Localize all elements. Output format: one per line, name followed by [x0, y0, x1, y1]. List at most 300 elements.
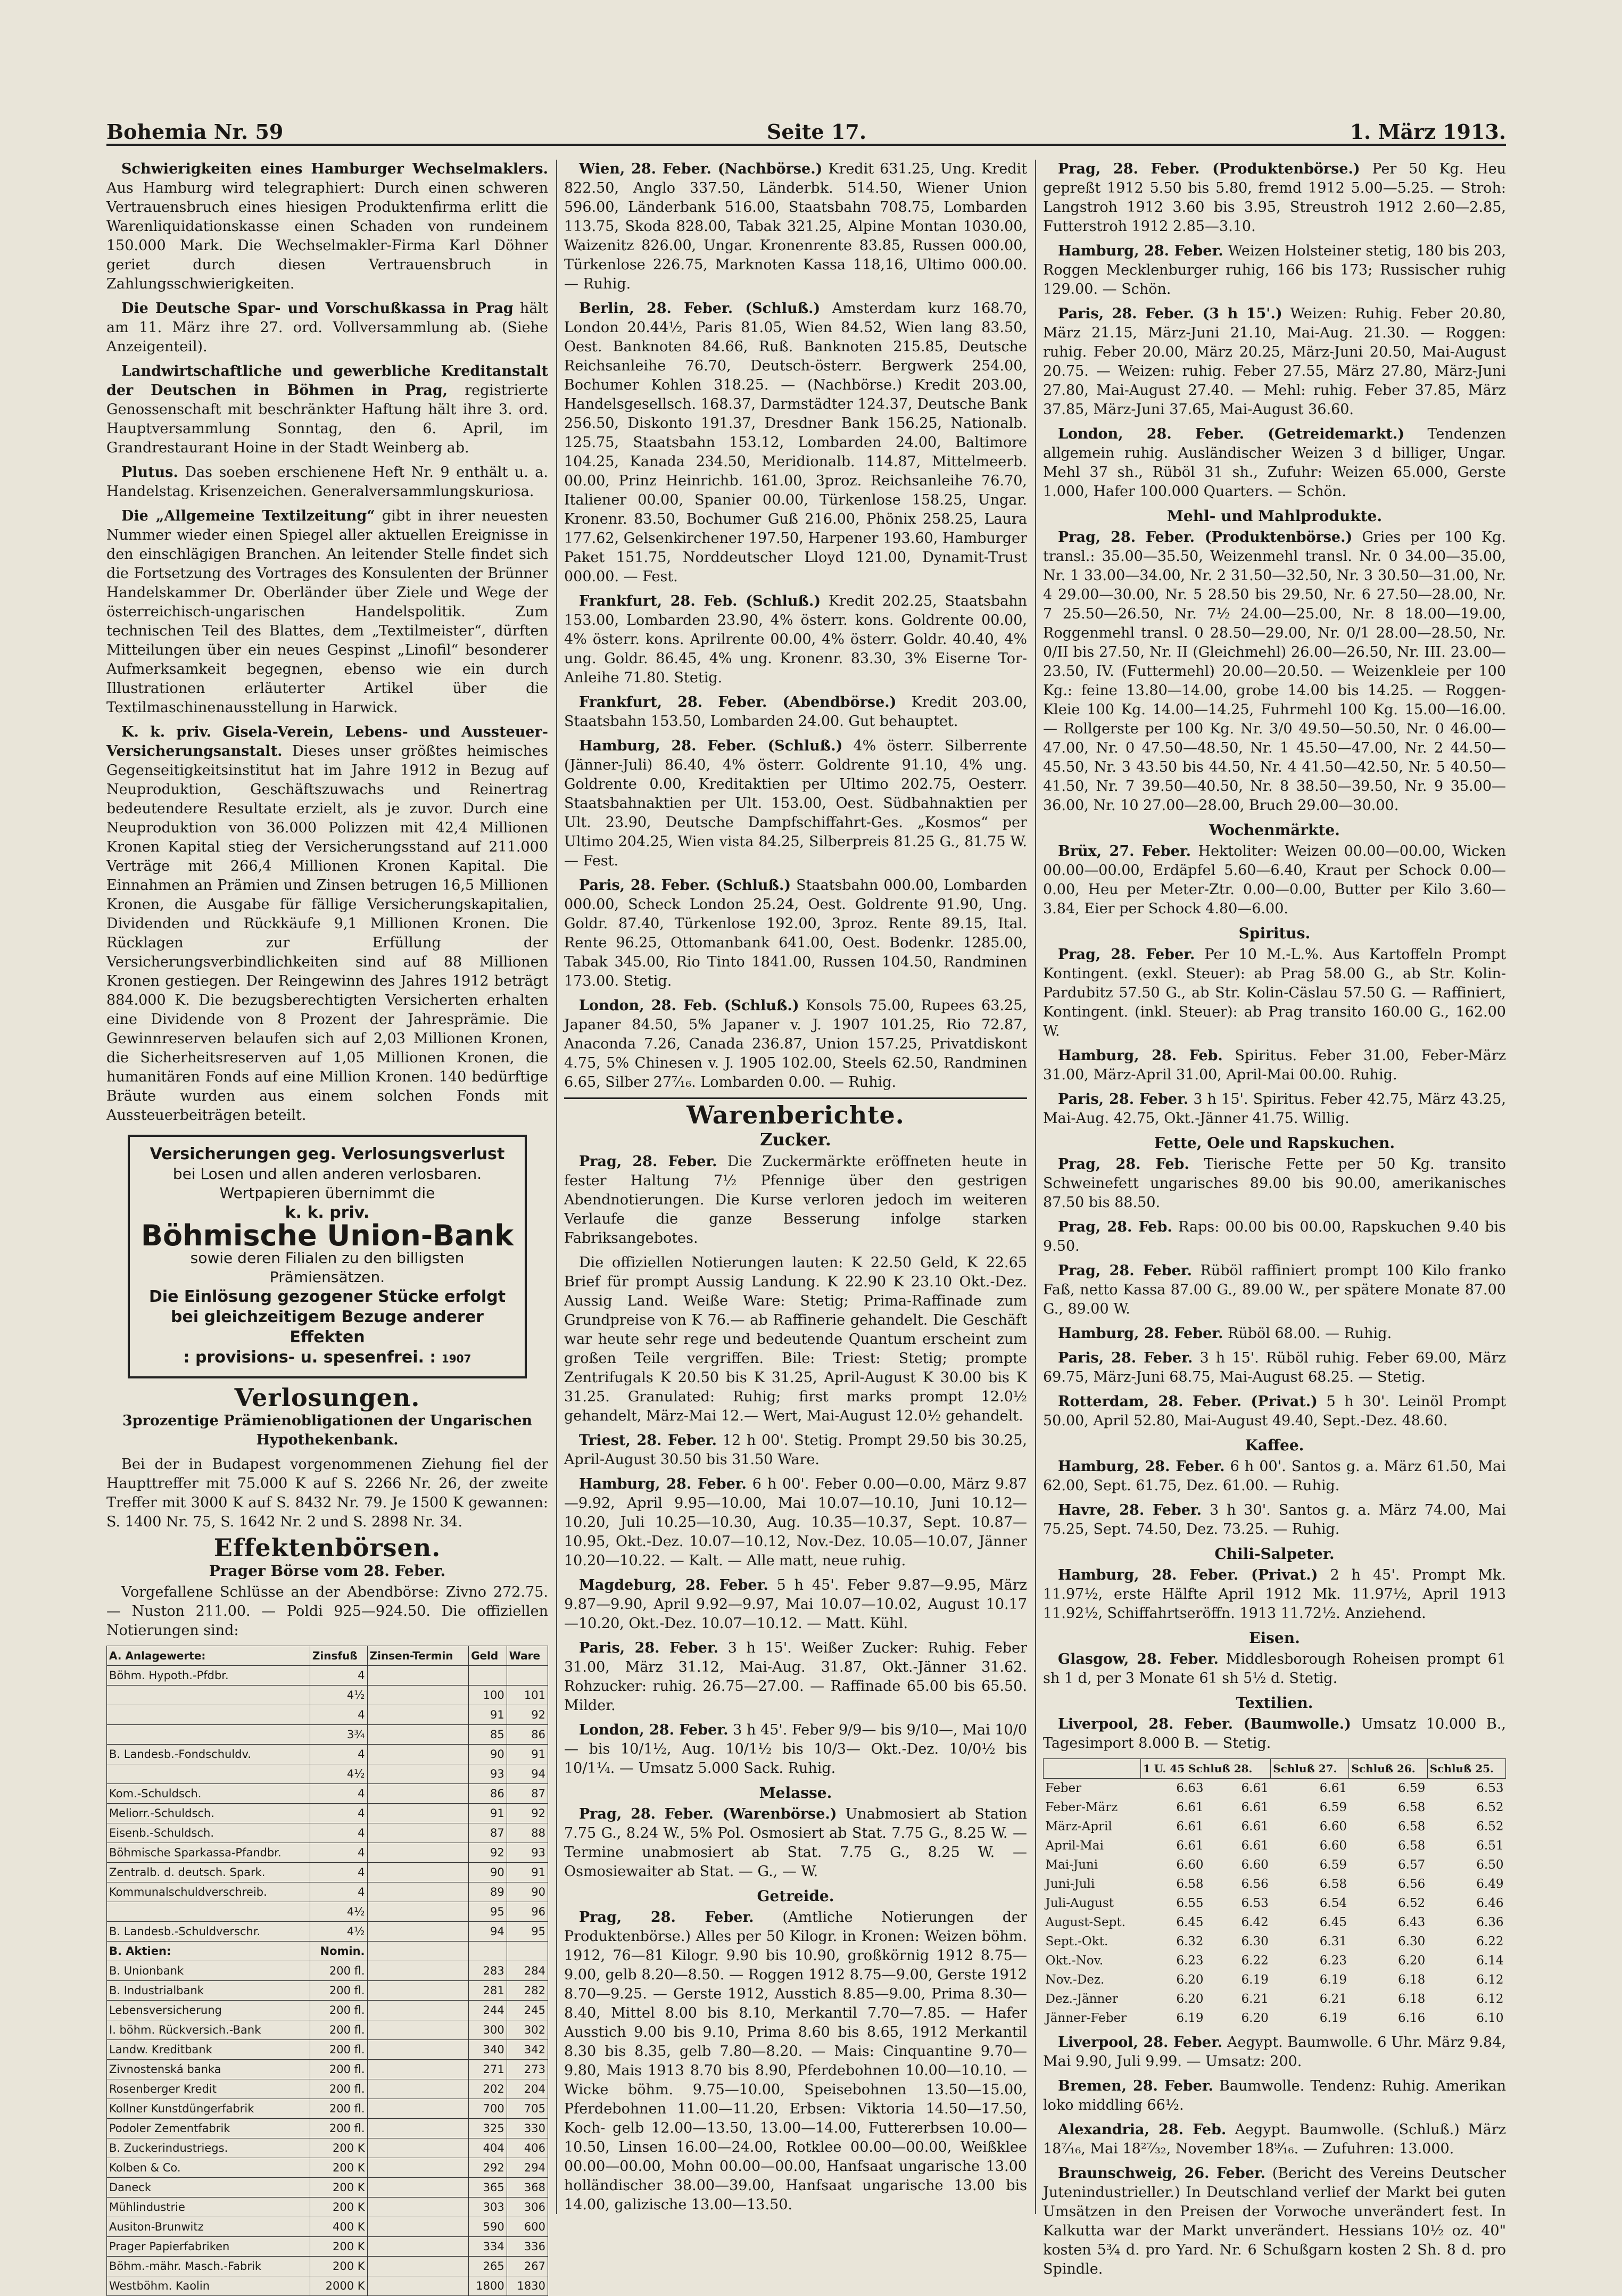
table-cell: 6.57 [1398, 1858, 1426, 1872]
table-cell [367, 1922, 469, 1942]
report-title: London, 28. Feb. (Schluß.) [579, 997, 799, 1014]
table-cell: B. Landesb.-Fondschuldv. [107, 1745, 310, 1764]
section-title: Effektenbörsen. [213, 1533, 441, 1562]
article-body: Das soeben erschienene Heft Nr. 9 enthält u. a. Handelstag. Krisenzeichen. Generalversammlungskuriosa. [106, 464, 548, 500]
column-3 [1043, 160, 1507, 2277]
table-cell: 6.42 [1241, 1915, 1269, 1929]
report-body: 3 h 15'. Spiritus. Feber 42.75, März 43.25, Mai-Aug. 42.75, Okt.-Jänner 41.75. Willig. [1043, 1091, 1506, 1127]
table-cell: 3¾ [310, 1725, 367, 1745]
market-report [564, 693, 1027, 731]
table-row [1044, 1836, 1506, 1855]
report-title: Hamburg, 28. Feber. [1058, 1325, 1223, 1342]
table-cell: 4 [310, 1745, 367, 1764]
report-title: Prag, 28. Feb. [1058, 1219, 1172, 1235]
table-cell: 6.52 [1398, 1896, 1426, 1910]
table-cell: Feber [1045, 1781, 1082, 1795]
table-row [107, 2257, 548, 2276]
table-cell: 6.59 [1319, 1801, 1347, 1814]
table-row [1044, 1989, 1506, 2009]
ad-line [139, 1348, 515, 1369]
table-cell: 95 [507, 1922, 548, 1942]
table-cell: I. böhm. Rückversich.-Bank [107, 2020, 310, 2040]
table-cell: Mühlindustrie [107, 2198, 310, 2217]
table-cell: Nomin. [310, 1942, 367, 1961]
table-row [107, 2217, 548, 2237]
table-cell: Zivnostenská banka [107, 2060, 310, 2079]
table-row [107, 1705, 548, 1725]
report-title: Hamburg, 28. Feb. [1058, 1047, 1223, 1064]
report-body: (Bericht des Vereins Deutscher Jutenindustrieller.) In Deutschland verlief der Markt bei guten Umsätzen in den Preisen der Vorwoche unverändert fest. In Kalkutta war der Markt unverändert. Hessians 10½ oz. 40" kosten 5¾ d. pro Yard. Nr. 6 Schußgarn kosten 2 Sh. 8 d. pro Spindle. [1043, 2165, 1506, 2277]
table-cell: B. Industrialbank [107, 1981, 310, 2001]
table-cell: 101 [507, 1686, 548, 1705]
table-row [1044, 1798, 1506, 1817]
report-body: 3 h 45'. Feber 9/9— bis 9/10—, Mai 10/0— bis 10/1½, Aug. 10/1½ bis 10/3— Okt.-Dez. 10/0½ bis 10/1¼. — Umsatz 5.000 Sack. Ruhig. [564, 1722, 1027, 1777]
header-right: 1. März 1913. [1350, 120, 1506, 144]
table-cell: 6.32 [1176, 1935, 1204, 1948]
table-row [1044, 1913, 1506, 1932]
table-row [107, 1764, 548, 1784]
table-cell: 6.30 [1241, 1935, 1269, 1948]
report-title: Frankfurt, 28. Feber. (Abendbörse.) [579, 694, 897, 711]
report-body: Per 50 Kg. Heu gepreßt 1912 5.50 bis 5.80, fremd 1912 5.00—5.25. — Stroh: Langstroh 1912 3.60 bis 3.95, Streustroh 1912 2.60—2.85, Futterstroh 1912 2.85—3.10. [1043, 161, 1506, 235]
table-cell: 600 [507, 2217, 548, 2237]
table-cell: 92 [469, 1843, 507, 1863]
report-title: Paris, 28. Feber. [1058, 1350, 1193, 1366]
market-report [1043, 2077, 1506, 2115]
table-row [107, 2178, 548, 2198]
market-report [564, 1805, 1027, 1881]
market-report [564, 1908, 1027, 2215]
table-cell: 6.20 [1176, 1992, 1204, 2006]
table-cell: 87 [469, 1823, 507, 1843]
table-row [1044, 1817, 1506, 1836]
report-title: Glasgow, 28. Feber. [1058, 1651, 1219, 1667]
table-cell: 92 [507, 1804, 548, 1823]
table-cell: 6.60 [1241, 1858, 1269, 1872]
report-body: Tierische Fette per 50 Kg. transito Schweinefett ungarisches 89.00 bis 90.00, amerikanisches 87.50 bis 88.50. [1043, 1156, 1506, 1211]
table-row [107, 1902, 548, 1922]
table-cell: 325 [469, 2119, 507, 2138]
table-cell: 271 [469, 2060, 507, 2079]
column-header: A. Anlagewerte: [107, 1646, 310, 1666]
report-title: Rotterdam, 28. Feber. (Privat.) [1058, 1393, 1318, 1410]
table-cell: 273 [507, 2060, 548, 2079]
report-body: 3 h 30'. Santos g. a. März 74.00, Mai 75.25, Sept. 74.50, Dez. 73.25. — Ruhig. [1043, 1502, 1506, 1538]
subsection-title: Kaffee. [1245, 1436, 1304, 1454]
table-cell: 6.43 [1398, 1915, 1426, 1929]
table-cell: 85 [469, 1725, 507, 1745]
table-cell: 6.53 [1476, 1781, 1504, 1795]
report-title: Wien, 28. Feber. (Nachbörse.) [579, 161, 823, 177]
market-report [1043, 242, 1506, 299]
table-cell: Juli-August [1045, 1896, 1114, 1910]
subsection-title: Textilien. [1236, 1694, 1313, 1712]
report-body: Kredit 202.25, Staatsbahn 153.00, Lombarden 23.90, 4% österr. kons. Goldrente 00.00, 4% österr. kons. Aprilrente 00.00, 4% österr. Goldr. 40.40, 4% ung. Goldr. 86.45, 4% ung. Kronenr. 83.30, 3% Eiserne Tor-Anleihe 71.80. Stetig. [564, 593, 1027, 686]
table-cell [367, 2138, 469, 2158]
table-cell: 700 [469, 2099, 507, 2119]
table-cell [367, 2217, 469, 2237]
table-cell [367, 2198, 469, 2217]
table-cell: 6.46 [1476, 1896, 1504, 1910]
table-cell: 6.20 [1398, 1954, 1426, 1968]
table-row [107, 1686, 548, 1705]
table-cell: 267 [507, 2257, 548, 2276]
header-left: Bohemia Nr. 59 [106, 120, 284, 144]
table-cell: 93 [469, 1764, 507, 1784]
table-cell [367, 2099, 469, 2119]
table-cell: 404 [469, 2138, 507, 2158]
table-cell: 91 [507, 1863, 548, 1882]
table-cell: 87 [507, 1784, 548, 1804]
report-title: Havre, 28. Feber. [1058, 1502, 1202, 1518]
article [106, 362, 548, 458]
table-cell: 6.58 [1398, 1820, 1426, 1834]
column-rule [1035, 160, 1036, 2214]
table-cell: 200 K [310, 2138, 367, 2158]
article-body: Aus Hamburg wird telegraphiert: Durch einen schweren Vertrauensbruch eines hiesigen Produktenfirma erlitt die Warenliquidationskasse einen Schaden von rundeinem 150.000 Mark. Die Wechselmakler-Firma Karl Döhner geriet durch diesen Vertrauensbruch in Zahlungsschwierigkeiten. [106, 180, 548, 292]
table-cell: 94 [507, 1764, 548, 1784]
table-cell: 6.23 [1176, 1954, 1204, 1968]
table-body [107, 1666, 548, 2296]
table-cell: 6.58 [1398, 1839, 1426, 1853]
table-cell [367, 1666, 469, 1686]
table-cell: Meliorr.-Schuldsch. [107, 1804, 310, 1823]
table-cell: B. Aktien: [107, 1942, 310, 1961]
table-cell: 300 [469, 2020, 507, 2040]
table-cell: 4 [310, 1666, 367, 1686]
table-cell: 4 [310, 1705, 367, 1725]
table-cell: 4 [310, 1843, 367, 1863]
table-cell [367, 1764, 469, 1784]
report-title: Prag, 28. Feber. (Produktenbörse.) [1058, 529, 1353, 546]
market-report [564, 160, 1027, 294]
subsection-title: 3prozentige Prämienobligationen der Ungarischen Hypothekenbank. [122, 1413, 533, 1448]
ad-line: bei Losen und allen anderen verlosbaren. Wertpapieren übernimmt die [172, 1165, 482, 1202]
table-cell: Feber-März [1045, 1801, 1118, 1814]
table-cell: 6.60 [1319, 1839, 1347, 1853]
table-row [1044, 1970, 1506, 1989]
table-cell: 6.61 [1241, 1839, 1269, 1853]
table-cell: 265 [469, 2257, 507, 2276]
report-title: Magdeburg, 28. Feber. [579, 1577, 768, 1593]
table-cell: Dez.-Jänner [1045, 1992, 1118, 2006]
table-cell [367, 1804, 469, 1823]
report-title: Triest, 28. Feber. [579, 1432, 717, 1449]
market-report [564, 996, 1027, 1092]
report-body: Staatsbahn 000.00, Lombarden 000.00, Scheck London 25.24, Oest. Goldrente 91.90, Ung. Goldr. 87.40, Türkenlose 192.00, 3proz. Rente 89.15, Ital. Rente 96.25, Ottomanbank 641.00, Oest. Bodenkr. 1285.00, Tabak 345.00, Rio Tinto 1841.00, Russen 104.50, Randminen 173.00. Stetig. [564, 877, 1027, 989]
table-cell [367, 2020, 469, 2040]
table-header [107, 1646, 548, 1666]
table-cell: 200 K [310, 2158, 367, 2178]
table-cell: 202 [469, 2079, 507, 2099]
table-cell: 6.55 [1176, 1896, 1204, 1910]
ad-line: Versicherungen geg. Verlosungsverlust [150, 1145, 505, 1163]
table-cell: Prager Papierfabriken [107, 2237, 310, 2257]
subsection-title: Eisen. [1249, 1629, 1300, 1647]
column-rule [556, 160, 557, 2214]
market-report [564, 1152, 1027, 1248]
table-cell: 6.16 [1398, 2011, 1426, 2025]
table-cell: 6.58 [1398, 1801, 1426, 1814]
table-cell: 200 fl. [310, 2079, 367, 2099]
market-report [1043, 1501, 1506, 1539]
market-report [1043, 1046, 1506, 1085]
table-cell: 6.19 [1176, 2011, 1204, 2025]
article [106, 507, 548, 717]
table-row [107, 2020, 548, 2040]
report-title: Hamburg, 28. Feber. (Schluß.) [579, 738, 843, 754]
table-cell: 90 [469, 1745, 507, 1764]
table-cell: 6.14 [1476, 1954, 1504, 1968]
table-cell [367, 2178, 469, 2198]
table-cell: 365 [469, 2178, 507, 2198]
table-cell: 6.60 [1319, 1820, 1347, 1834]
table-cell: 6.61 [1176, 1839, 1204, 1853]
table-cell: 92 [507, 1705, 548, 1725]
table-cell: 4½ [310, 1922, 367, 1942]
table-cell: 1800 [469, 2276, 507, 2296]
table-cell: Rosenberger Kredit [107, 2079, 310, 2099]
report-body: Rüböl raffiniert prompt 100 Kilo franko Faß, netto Kassa 87.00 G., 89.00 W., per spätere Monate 87.00 G., 89.00 W. [1043, 1262, 1506, 1317]
table-cell: Böhm. Hypoth.-Pfdbr. [107, 1666, 310, 1686]
table-cell: 91 [469, 1705, 507, 1725]
table-cell: 6.18 [1398, 1973, 1426, 1987]
table-cell: 200 fl. [310, 2001, 367, 2020]
table-cell: 96 [507, 1902, 548, 1922]
market-report [564, 737, 1027, 871]
report-title: Paris, 28. Feber. [1058, 1091, 1189, 1108]
table-cell: 95 [469, 1902, 507, 1922]
table-cell: 336 [507, 2237, 548, 2257]
header-center: Seite 17. [766, 120, 867, 144]
table-row [107, 2276, 548, 2296]
table-cell: 6.22 [1476, 1935, 1504, 1948]
table-cell: 2000 K [310, 2276, 367, 2296]
table-row [107, 1784, 548, 1804]
article-body: Vorgefallene Schlüsse an der Abendbörse: Zivno 272.75. — Nuston 211.00. — Poldi 925—924.50. Die offiziellen Notierungen sind: [106, 1584, 548, 1639]
ad-line-text: : provisions- u. spesenfrei. : [183, 1348, 436, 1367]
table-cell: 200 K [310, 2198, 367, 2217]
report-title: Hamburg, 28. Feber. [579, 1476, 747, 1492]
market-report [1043, 1155, 1506, 1212]
subsection-title: Melasse. [759, 1784, 832, 1802]
market-report [1043, 945, 1506, 1041]
table-cell: 6.51 [1476, 1839, 1504, 1853]
report-title: London, 28. Feber. (Getreidemarkt.) [1058, 426, 1405, 442]
table-cell [367, 1725, 469, 1745]
column-header: Ware [507, 1646, 548, 1666]
column-2 [564, 160, 1027, 2214]
market-report [564, 1431, 1027, 1469]
report-body: 12 h 00'. Stetig. Prompt 29.50 bis 30.25, April-August 30.50 bis 31.50 Ware. [564, 1432, 1027, 1468]
table-cell [367, 1745, 469, 1764]
table-cell: 6.61 [1241, 1781, 1269, 1795]
table-cell: 294 [507, 2158, 548, 2178]
table-cell: 6.19 [1319, 1973, 1347, 1987]
report-title: Alexandria, 28. Feb. [1058, 2121, 1227, 2138]
article-body: Dieses unser größtes heimisches Gegenseitigkeitsinstitut hat im Jahre 1912 in Bezug auf Neuproduktion, Geschäftszuwachs und Reinertrag bedeutendere Resultate erzielt, als je zuvor. Durch eine Neuproduktion von 36.000 Polizzen mit 42,4 Millionen Kronen Kapital stieg der Versicherungsstand auf 211.000 Verträge mit 266,4 Millionen Kronen Kapital. Die Einnahmen an Prämien und Zinsen betrugen 16,5 Millionen Kronen, die Ausgabe für fällige Versicherungskapitalien, Dividenden und Rückkäufe 9,1 Millionen Kronen. Die Rücklagen zur Erfüllung der Versicherungsverbindlichkeiten sind auf 88 Millionen Kronen gestiegen. Der Reingewinn des Jahres 1912 beträgt 884.000 K. Die bezugsberechtigten Versicherten erhalten eine Dividende von 8 Prozent der Jahresprämie. Die Gewinnreserven belaufen sich auf 2,03 Millionen Kronen, die Sicherheitsreserven auf 1,05 Millionen Kronen, die humanitären Fonds auf eine Million Kronen. 140 bedürftige Bräute wurden aus einem solchen Fonds mit Aussteuerbeiträgen beteilt. [106, 743, 548, 1124]
table-cell [367, 1705, 469, 1725]
column-header: 1 U. 45 Schluß 28. [1140, 1759, 1270, 1779]
report-title: Paris, 28. Feber. [579, 1640, 719, 1656]
table-cell: 705 [507, 2099, 548, 2119]
table-row [107, 2001, 548, 2020]
table-cell: Ausiton-Brunwitz [107, 2217, 310, 2237]
table-row [1044, 1894, 1506, 1913]
column-header: Schluß 26. [1349, 1759, 1427, 1779]
subsection-title: Wochenmärkte. [1209, 821, 1340, 839]
table-cell: 4½ [310, 1764, 367, 1784]
table-cell: Kollner Kunstdüngerfabrik [107, 2099, 310, 2119]
table-cell: 6.61 [1319, 1781, 1347, 1795]
market-report [564, 1475, 1027, 1571]
table-cell: Juni-Juli [1045, 1877, 1095, 1891]
column-header: Schluß 27. [1271, 1759, 1349, 1779]
report-title: Berlin, 28. Feber. (Schluß.) [579, 300, 821, 317]
section-title: Warenberichte. [686, 1101, 905, 1129]
report-title: Braunschweig, 26. Feber. [1058, 2165, 1266, 2182]
subsection-title: Zucker. [760, 1129, 831, 1150]
table-cell: 6.23 [1319, 1954, 1347, 1968]
table-cell: Lebensversicherung [107, 2001, 310, 2020]
market-report [564, 592, 1027, 688]
table-cell: 90 [507, 1882, 548, 1902]
market-report [564, 1576, 1027, 1633]
market-report [1043, 2120, 1506, 2159]
market-report [564, 1639, 1027, 1715]
table-cell: 6.12 [1476, 1973, 1504, 1987]
table-row [107, 1725, 548, 1745]
table-cell [367, 2001, 469, 2020]
table-cell: 6.61 [1241, 1801, 1269, 1814]
market-report [1043, 1324, 1506, 1343]
report-title: Prag, 28. Feber. (Produktenbörse.) [1058, 161, 1360, 177]
page-header [106, 106, 1506, 146]
table-cell [367, 1942, 469, 1961]
table-cell: 6.20 [1241, 2011, 1269, 2025]
report-body: 4% österr. Silberrente (Jänner-Juli) 86.40, 4% österr. Goldrente 91.10, 4% ung. Goldrente 0.00, Kreditaktien per Ultimo 202.75, Oesterr. Staatsbahnaktien per Ult. 153.00, Oest. Südbahnaktien per Ult. 23.90, Deutsche Dampfschiffahrt-Ges. „Kosmos“ per Ultimo 204.25, Wien vista 84.25, Silberpreis 81.25 G., 81.75 W. — Fest. [564, 738, 1027, 869]
table-cell: 200 K [310, 2178, 367, 2198]
table-cell: 4 [310, 1784, 367, 1804]
market-report [1043, 2033, 1506, 2071]
table-cell: 6.59 [1319, 1858, 1347, 1872]
table-cell: 6.36 [1476, 1915, 1504, 1929]
report-body: Raps: 00.00 bis 00.00, Rapskuchen 9.40 bis 9.50. [1043, 1219, 1506, 1254]
table-subheader-row [107, 1942, 548, 1961]
table-cell: B. Unionbank [107, 1961, 310, 1981]
cotton-table [1043, 1758, 1506, 2028]
report-body: Amsterdam kurz 168.70, London 20.44½, Paris 81.05, Wien 84.52, Wien lang 83.50, Oest. Banknoten 84.66, Ruß. Banknoten 215.85, Deutsche Reichsanleihe 76.70, Deutsch-österr. Bergwerk 254.00, Bochumer Kohlen 318.25. — (Nachbörse.) Kredit 203.00, Handelsgesellsch. 168.37, Darmstädter 124.37, Deutsche Bank 256.50, Diskonto 191.37, Dresdner Bank 156.25, Nationalb. 125.75, Staatsbahn 153.12, Lombarden 24.00, Baltimore 104.25, Kanada 234.50, Meridionalb. 114.87, Mittelmeerb. 00.00, Prinz Heinrichb. 161.00, 3proz. Reichsanleihe 76.70, Italiener 00.00, Spanier 00.00, Türkenlose 158.25, Ungar. Kronenr. 83.50, Bochumer Guß 216.00, Phönix 258.25, Laura 177.62, Gelsenkirchener 197.50, Harpener 193.60, Hamburger Paket 151.75, Norddeutscher Lloyd 121.00, Dynamit-Trust 000.00. — Fest. [564, 300, 1027, 585]
subsection-title: Getreide. [757, 1887, 834, 1905]
table-cell: 342 [507, 2040, 548, 2060]
table-cell: 334 [469, 2237, 507, 2257]
table-cell: 6.19 [1241, 1973, 1269, 1987]
market-report [1043, 528, 1506, 815]
table-cell: 590 [469, 2217, 507, 2237]
table-cell: Kolben & Co. [107, 2158, 310, 2178]
table-cell: 245 [507, 2001, 548, 2020]
article-body: registrierte Genossenschaft mit beschränkter Haftung hält ihre 3. ord. Hauptversammlung Sonntag, den 6. April, im Grandrestaurant Hoine in der Stadt Weinberg ab. [106, 382, 548, 456]
table-row [107, 2079, 548, 2099]
table-cell: 6.49 [1476, 1877, 1504, 1891]
report-title: Paris, 28. Feber. (3 h 15'.) [1058, 305, 1282, 322]
table-cell: 200 fl. [310, 2020, 367, 2040]
table-cell [367, 1843, 469, 1863]
table-cell: 4½ [310, 1686, 367, 1705]
table-row [107, 2060, 548, 2079]
table-cell [367, 1686, 469, 1705]
table-cell: 6.19 [1319, 2011, 1347, 2025]
table-cell: 200 fl. [310, 2040, 367, 2060]
table-cell: 200 K [310, 2237, 367, 2257]
table-cell [367, 2040, 469, 2060]
article-title: Die Deutsche Spar- und Vorschußkassa in Prag [121, 300, 514, 317]
report-body: 3 h 15'. Weißer Zucker: Ruhig. Feber 31.00, März 31.12, Mai-Aug. 31.87, Okt.-Jänner 31.62. Rohzucker: ruhig. 26.75—27.00. — Raffinade 65.00 bis 65.50. Milder. [564, 1640, 1027, 1714]
table-cell: Westböhm. Kaolin [107, 2276, 310, 2296]
table-cell: 200 fl. [310, 2099, 367, 2119]
table-cell: 6.21 [1319, 1992, 1347, 2006]
table-cell [367, 2158, 469, 2178]
table-cell [507, 1666, 548, 1686]
table-cell [367, 2119, 469, 2138]
table-row [1044, 2009, 1506, 2028]
table-cell: B. Landesb.-Schuldverschr. [107, 1922, 310, 1942]
table-cell: 4½ [310, 1902, 367, 1922]
table-row [107, 2119, 548, 2138]
table-cell: 283 [469, 1961, 507, 1981]
article-title: Schwierigkeiten eines Hamburger Wechselmaklers. [121, 161, 548, 177]
subsection-title: Prager Börse vom 28. Feber. [209, 1562, 446, 1580]
market-report [1043, 1566, 1506, 1623]
table-cell: Landw. Kreditbank [107, 2040, 310, 2060]
table-row [107, 2158, 548, 2178]
table-cell: 4 [310, 1882, 367, 1902]
market-report [1043, 1650, 1506, 1688]
report-title: Hamburg, 28. Feber. [1058, 243, 1223, 259]
table-cell [107, 1705, 310, 1725]
market-report [1043, 842, 1506, 919]
table-cell [469, 1666, 507, 1686]
report-title: Prag, 28. Feber. (Warenbörse.) [579, 1806, 837, 1822]
table-row [107, 1981, 548, 2001]
report-title: Liverpool, 28. Feber. (Baumwolle.) [1058, 1716, 1351, 1732]
report-body: 5 h 45'. Feber 9.87—9.95, März 9.87—9.90, April 9.92—9.97, Mai 10.07—10.02, August 10.17—10.20, Okt.-Dez. 10.07—10.12. — Matt. Kühl. [564, 1577, 1027, 1632]
table-cell: 6.45 [1319, 1915, 1347, 1929]
report-body: Die Zuckermärkte eröffneten heute in fester Haltung 7½ Pfennige über den gestrigen Abendnotierungen. Die Kurse verloren jedoch im weiteren Verlaufe die ganze Besserung infolge starken Fabriksangebotes. [564, 1153, 1027, 1246]
table-cell: 6.58 [1176, 1877, 1204, 1891]
market-report [1043, 1392, 1506, 1431]
table-row [107, 1961, 548, 1981]
report-body: Middlesborough Roheisen prompt 61 sh 1 d, per 3 Monate 61 sh 5½ d. Stetig. [1043, 1651, 1506, 1687]
market-report [564, 1721, 1027, 1778]
table-cell [107, 1686, 310, 1705]
market-report [564, 876, 1027, 991]
table-cell [107, 1764, 310, 1784]
table-body [1044, 1779, 1506, 2028]
report-title: Prag, 28. Feber. [1058, 946, 1195, 963]
table-cell: 6.52 [1476, 1820, 1504, 1834]
report-title: Prag, 28. Feber. [579, 1909, 754, 1926]
table-cell: 368 [507, 2178, 548, 2198]
table-cell [367, 2079, 469, 2099]
table-cell: 200 fl. [310, 2060, 367, 2079]
table-cell: 6.56 [1241, 1877, 1269, 1891]
table-cell: 303 [469, 2198, 507, 2217]
table-cell: 6.63 [1176, 1781, 1204, 1795]
table-cell: 88 [507, 1823, 548, 1843]
report-title: Brüx, 27. Feber. [1058, 843, 1191, 860]
report-body: 6 h 00'. Feber 0.00—0.00, März 9.87—9.92, April 9.95—10.00, Mai 10.07—10.10, Juni 10.12—10.20, Juli 10.25—10.30, Aug. 10.35—10.37, Sept. 10.87—10.95, Okt.-Dez. 10.07—10.12, Nov.-Dez. 10.05—10.07, Jänner 10.20—10.22. — Kalt. — Alle matt, neue ruhig. [564, 1476, 1027, 1569]
